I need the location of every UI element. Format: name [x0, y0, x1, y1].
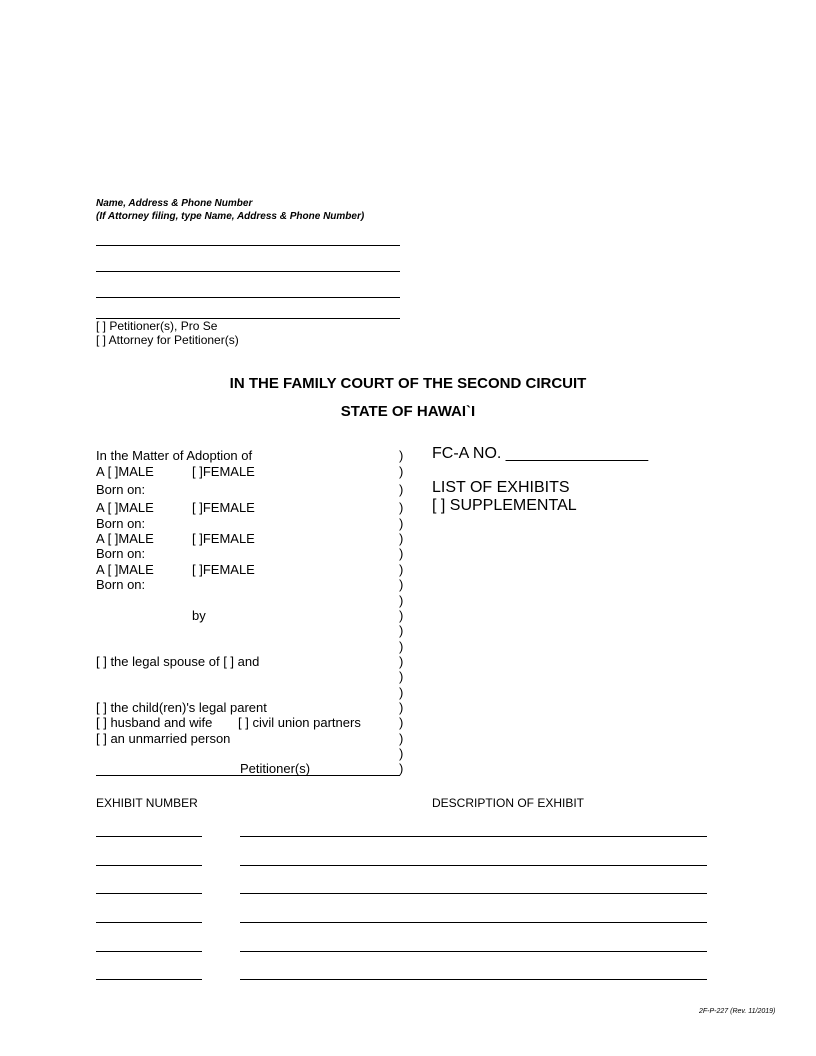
caption-paren: ) — [399, 562, 404, 577]
exhibit-number-line[interactable] — [96, 922, 202, 923]
caption-paren: ) — [399, 448, 404, 463]
caption-paren: ) — [399, 654, 404, 669]
husband-wife-checkbox[interactable]: [ ] husband and wife — [96, 715, 213, 730]
form-id: 2F-P-227 (Rev. 11/2019) — [699, 1008, 776, 1015]
attorney-info-label: Name, Address & Phone Number — [96, 198, 253, 209]
exhibit-number-line[interactable] — [96, 836, 202, 837]
caption-paren: ) — [399, 608, 404, 623]
supplemental-checkbox[interactable]: [ ] SUPPLEMENTAL — [432, 497, 577, 514]
court-state: STATE OF HAWAI`I — [340, 403, 476, 420]
petitioners-label: Petitioner(s) — [240, 761, 311, 776]
child-2-born-on: Born on: — [96, 516, 146, 531]
caption-paren: ) — [399, 500, 404, 515]
caption-paren: ) — [399, 715, 404, 730]
by-label: by — [192, 608, 206, 623]
caption-paren: ) — [399, 516, 404, 531]
caption-paren: ) — [399, 577, 404, 592]
address-line-1[interactable] — [96, 245, 400, 246]
caption-paren: ) — [399, 746, 404, 761]
address-line-3[interactable] — [96, 297, 400, 298]
exhibit-description-line[interactable] — [240, 865, 707, 866]
pro-se-checkbox[interactable]: [ ] Petitioner(s), Pro Se — [96, 319, 218, 333]
attorney-checkbox[interactable]: [ ] Attorney for Petitioner(s) — [96, 333, 239, 347]
caption-paren: ) — [399, 731, 404, 746]
child-2-male-checkbox[interactable]: A [ ]MALE — [96, 500, 154, 515]
child-1-born-on: Born on: — [96, 482, 146, 497]
child-4-born-on: Born on: — [96, 577, 146, 592]
caption-paren: ) — [399, 639, 404, 654]
child-3-male-checkbox[interactable]: A [ ]MALE — [96, 531, 154, 546]
document-title: LIST OF EXHIBITS — [432, 479, 570, 496]
caption-paren: ) — [399, 761, 404, 776]
caption-paren: ) — [399, 464, 404, 479]
exhibit-description-header: DESCRIPTION OF EXHIBIT — [432, 796, 585, 810]
address-line-2[interactable] — [96, 271, 400, 272]
child-2-female-checkbox[interactable]: [ ]FEMALE — [192, 500, 255, 515]
exhibit-number-header: EXHIBIT NUMBER — [96, 796, 198, 810]
exhibit-number-line[interactable] — [96, 979, 202, 980]
child-4-female-checkbox[interactable]: [ ]FEMALE — [192, 562, 255, 577]
exhibit-description-line[interactable] — [240, 951, 707, 952]
exhibit-description-line[interactable] — [240, 893, 707, 894]
caption-paren: ) — [399, 685, 404, 700]
caption-paren: ) — [399, 700, 404, 715]
child-1-female-checkbox[interactable]: [ ]FEMALE — [192, 464, 255, 479]
caption-paren: ) — [399, 482, 404, 497]
caption-paren: ) — [399, 593, 404, 608]
child-4-male-checkbox[interactable]: A [ ]MALE — [96, 562, 154, 577]
legal-parent-checkbox[interactable]: [ ] the child(ren)'s legal parent — [96, 700, 267, 715]
unmarried-checkbox[interactable]: [ ] an unmarried person — [96, 731, 231, 746]
exhibit-number-line[interactable] — [96, 951, 202, 952]
caption-paren: ) — [399, 623, 404, 638]
legal-spouse-checkbox[interactable]: [ ] the legal spouse of [ ] and — [96, 654, 260, 669]
exhibit-description-line[interactable] — [240, 922, 707, 923]
exhibit-description-line[interactable] — [240, 979, 707, 980]
child-3-female-checkbox[interactable]: [ ]FEMALE — [192, 531, 255, 546]
exhibit-number-line[interactable] — [96, 893, 202, 894]
matter-label: In the Matter of Adoption of — [96, 448, 253, 463]
case-number-field[interactable]: FC-A NO. ________________ — [432, 445, 649, 462]
court-name: IN THE FAMILY COURT OF THE SECOND CIRCUIT — [229, 375, 587, 392]
child-3-born-on: Born on: — [96, 546, 146, 561]
civil-union-checkbox[interactable]: [ ] civil union partners — [238, 715, 361, 730]
caption-paren: ) — [399, 531, 404, 546]
exhibit-number-line[interactable] — [96, 865, 202, 866]
attorney-info-sublabel: (If Attorney filing, type Name, Address & Phone Number) — [96, 211, 365, 222]
caption-paren: ) — [399, 546, 404, 561]
caption-paren: ) — [399, 669, 404, 684]
exhibit-description-line[interactable] — [240, 836, 707, 837]
child-1-male-checkbox[interactable]: A [ ]MALE — [96, 464, 154, 479]
